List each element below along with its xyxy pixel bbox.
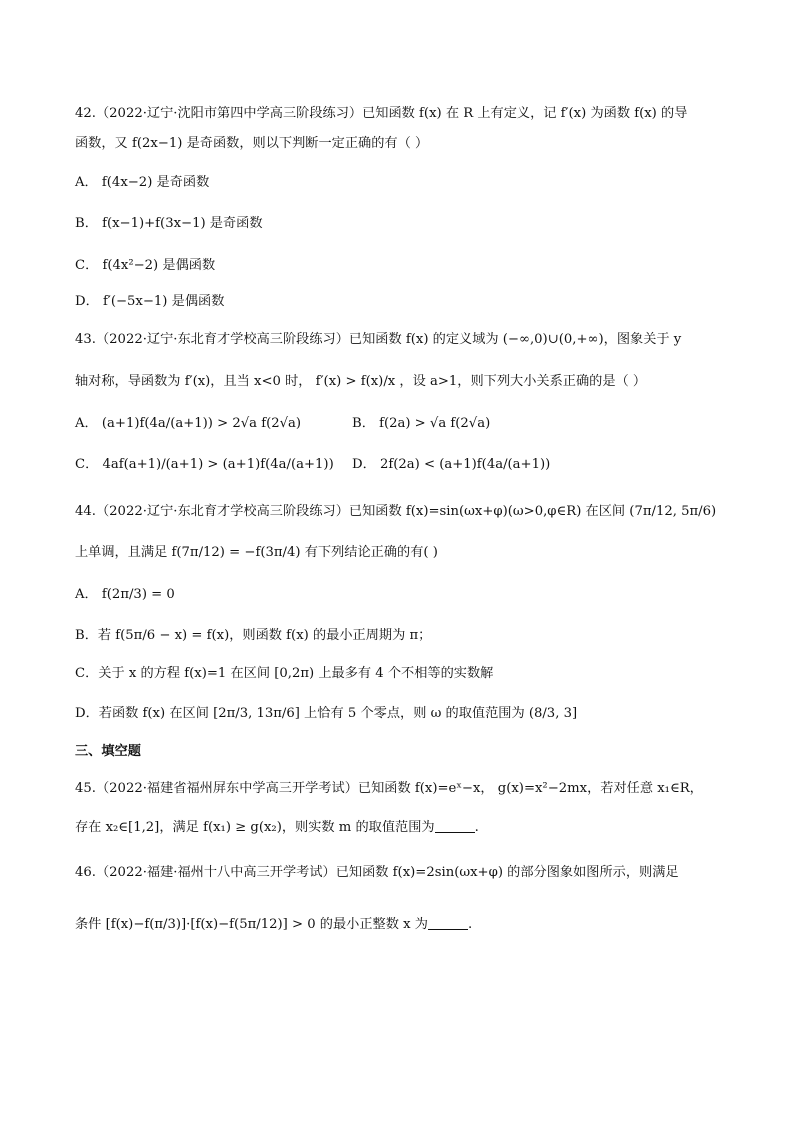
q46-period: . bbox=[467, 917, 473, 932]
q46-stem-line-1: 46.（2022·福建·福州十八中高三开学考试）已知函数 f(x)=2sin(ωx+φ) 的部分图象如图所示，则满足 bbox=[75, 865, 679, 880]
q42-option-a: A． f(4x−2) 是奇函数 bbox=[75, 175, 210, 190]
q45-stem-text: 存在 x₂∈[1,2]，满足 f(x₁) ≥ g(x₂)，则实数 m 的取值范围为 bbox=[75, 820, 435, 835]
section-title: 三、填空题 bbox=[75, 744, 141, 759]
q44-stem-line-2: 上单调，且满足 f(7π/12) = −f(3π/4) 有下列结论正确的有( ) bbox=[75, 545, 438, 560]
q42-option-d: D． f′(−5x−1) 是偶函数 bbox=[75, 294, 225, 309]
q42-option-c: C． f(4x²−2) 是偶函数 bbox=[75, 258, 216, 273]
q42-option-b: B． f(x−1)+f(3x−1) 是奇函数 bbox=[75, 216, 263, 231]
q45-stem-line-2 bbox=[75, 818, 740, 838]
q45-period: . bbox=[474, 820, 479, 835]
q43-stem-line-2: 轴对称，导函数为 f′(x)，且当 x<0 时， f′(x) > f(x)/x ，设 a>1，则下列大小关系正确的是（ ） bbox=[75, 374, 647, 389]
q45-answer-blank[interactable] bbox=[435, 818, 475, 833]
q44-stem-line-1: 44.（2022·辽宁·东北育才学校高三阶段练习）已知函数 f(x)=sin(ωx+φ)(ω>0,φ∈R) 在区间 (7π/12, 5π/6) bbox=[75, 504, 717, 519]
q43-option-a: A． (a+1)f(4a/(a+1)) > 2√a f(2√a) bbox=[75, 416, 302, 431]
q42-stem-line-1: 42.（2022·辽宁·沈阳市第四中学高三阶段练习）已知函数 f(x) 在 R 上有定义，记 f′(x) 为函数 f(x) 的导 bbox=[75, 106, 688, 121]
q46-stem-line-2 bbox=[75, 915, 740, 935]
q43-option-c: C． 4af(a+1)/(a+1) > (a+1)f(4a/(a+1)) bbox=[75, 457, 334, 472]
q45-stem-line-1: 45.（2022·福建省福州屏东中学高三开学考试）已知函数 f(x)=eˣ−x， g(x)=x²−2mx，若对任意 x₁∈R， bbox=[75, 781, 703, 796]
q43-stem-line-1: 43.（2022·辽宁·东北育才学校高三阶段练习）已知函数 f(x) 的定义域为 (−∞,0)∪(0,+∞)，图象关于 y bbox=[75, 332, 682, 347]
q44-option-d: D．若函数 f(x) 在区间 [2π/3, 13π/6] 上恰有 5 个零点，则 ω 的取值范围为 (8/3, 3] bbox=[75, 706, 578, 721]
q46-stem-text: 条件 [f(x)−f(π/3)]·[f(x)−f(5π/12)] > 0 的最小正整数 x 为 bbox=[75, 917, 428, 932]
q42-stem-line-2: 函数，又 f(2x−1) 是奇函数，则以下判断一定正确的有（ ） bbox=[75, 136, 429, 151]
q46-answer-blank[interactable] bbox=[428, 915, 468, 930]
q44-option-b: B．若 f(5π/6 − x) = f(x)，则函数 f(x) 的最小正周期为 π； bbox=[75, 628, 432, 643]
q43-option-d: D． 2f(2a) < (a+1)f(4a/(a+1)) bbox=[352, 457, 551, 472]
q43-option-b: B． f(2a) > √a f(2√a) bbox=[352, 416, 491, 431]
q44-option-a: A． f(2π/3) = 0 bbox=[75, 587, 175, 602]
q44-option-c: C．关于 x 的方程 f(x)=1 在区间 [0,2π) 上最多有 4 个不相等的实数解 bbox=[75, 666, 494, 681]
